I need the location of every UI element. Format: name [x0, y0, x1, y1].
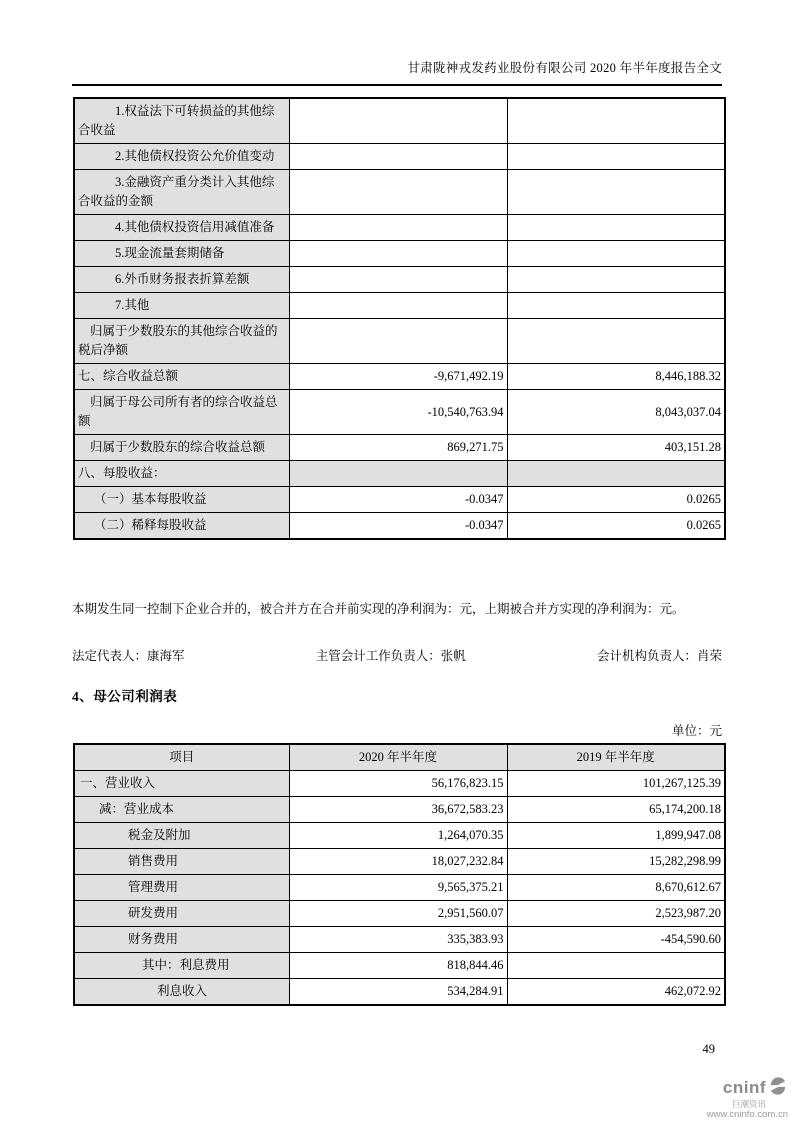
row-label: 研发费用: [74, 901, 289, 927]
value-2019: 8,043,037.04: [507, 390, 725, 435]
value-2020: [289, 170, 507, 215]
value-2019: 0.0265: [507, 487, 725, 513]
value-2019: [507, 319, 725, 364]
value-2019: [507, 267, 725, 293]
value-2019: [507, 170, 725, 215]
value-2019: -454,590.60: [507, 927, 725, 953]
row-label: 税金及附加: [74, 823, 289, 849]
value-2020: 534,284.91: [289, 979, 507, 1006]
value-2020: [289, 144, 507, 170]
cninfo-url: www.cninfo.com.cn: [706, 1109, 788, 1120]
comprehensive-income-table: [73, 97, 726, 540]
table-row: [74, 215, 725, 241]
table-row: [74, 390, 725, 435]
chief-accountant: 主管会计工作负责人：张帆: [315, 649, 466, 663]
value-2019: 15,282,298.99: [507, 849, 725, 875]
value-2019: [507, 241, 725, 267]
value-2019: [507, 461, 725, 487]
value-2020: -10,540,763.94: [289, 390, 507, 435]
value-2020: -0.0347: [289, 513, 507, 540]
value-2020: 9,565,375.21: [289, 875, 507, 901]
value-2019: 8,446,188.32: [507, 364, 725, 390]
value-2020: [289, 215, 507, 241]
value-2020: [289, 241, 507, 267]
value-2019: 1,899,947.08: [507, 823, 725, 849]
value-2019: 2,523,987.20: [507, 901, 725, 927]
value-2020: 2,951,560.07: [289, 901, 507, 927]
row-label: （二）稀释每股收益: [74, 513, 289, 540]
cninfo-logo: [678, 1076, 788, 1120]
row-label: 6.外币财务报表折算差额: [74, 267, 289, 293]
value-2019: [507, 953, 725, 979]
value-2020: 18,027,232.84: [289, 849, 507, 875]
accounting-head: 会计机构负责人：肖荣: [596, 649, 722, 663]
row-label: 1.权益法下可转损益的其他综合收益: [74, 98, 289, 144]
row-label: 销售费用: [74, 849, 289, 875]
row-label: 归属于少数股东的综合收益总额: [74, 435, 289, 461]
row-label: 2.其他债权投资公允价值变动: [74, 144, 289, 170]
section-title: 4、母公司利润表: [72, 689, 178, 704]
value-2020: -0.0347: [289, 487, 507, 513]
table-header-row: [74, 744, 725, 771]
table-row: [74, 461, 725, 487]
row-label: 一、营业收入: [74, 771, 289, 797]
table-row: [74, 513, 725, 540]
value-2020: [289, 319, 507, 364]
value-2020: [289, 267, 507, 293]
table-row: [74, 435, 725, 461]
value-2020: -9,671,492.19: [289, 364, 507, 390]
value-2020: 335,383.93: [289, 927, 507, 953]
value-2020: 1,264,070.35: [289, 823, 507, 849]
row-label: 利息收入: [74, 979, 289, 1006]
legal-representative: 法定代表人：康海军: [72, 649, 185, 663]
row-label: 归属于母公司所有者的综合收益总额: [74, 390, 289, 435]
column-header-2019: 2019 年半年度: [507, 744, 725, 771]
row-label: （一）基本每股收益: [74, 487, 289, 513]
value-2020: 56,176,823.15: [289, 771, 507, 797]
cninfo-chinese-name: 巨潮资讯: [731, 1098, 766, 1109]
page-number: 49: [702, 1042, 715, 1056]
merger-note: 本期发生同一控制下企业合并的，被合并方在合并前实现的净利润为：元，上期被合并方实现的净利润为：元。: [72, 602, 685, 616]
value-2019: 101,267,125.39: [507, 771, 725, 797]
value-2019: 0.0265: [507, 513, 725, 540]
value-2019: [507, 98, 725, 144]
row-label: 其中：利息费用: [74, 953, 289, 979]
row-label: 3.金融资产重分类计入其他综合收益的金额: [74, 170, 289, 215]
value-2020: [289, 293, 507, 319]
table-row: [74, 927, 725, 953]
row-label: 5.现金流量套期储备: [74, 241, 289, 267]
table-row: [74, 241, 725, 267]
document-header-title: 甘肃陇神戎发药业股份有限公司 2020 年半年度报告全文: [72, 58, 722, 86]
value-2019: 8,670,612.67: [507, 875, 725, 901]
table-row: [74, 293, 725, 319]
row-label: 归属于少数股东的其他综合收益的税后净额: [74, 319, 289, 364]
row-label: 7.其他: [74, 293, 289, 319]
row-label: 管理费用: [74, 875, 289, 901]
table-row: [74, 953, 725, 979]
row-label: 财务费用: [74, 927, 289, 953]
table-row: [74, 979, 725, 1006]
row-label: 4.其他债权投资信用减值准备: [74, 215, 289, 241]
value-2020: [289, 461, 507, 487]
row-label: 减：营业成本: [74, 797, 289, 823]
cninfo-brand-text: cninf: [722, 1077, 766, 1097]
value-2019: [507, 215, 725, 241]
value-2020: [289, 98, 507, 144]
table-row: [74, 487, 725, 513]
table-row: [74, 797, 725, 823]
value-2019: 65,174,200.18: [507, 797, 725, 823]
table-row: [74, 849, 725, 875]
table-row: [74, 823, 725, 849]
value-2020: 818,844.46: [289, 953, 507, 979]
parent-income-table: [73, 743, 726, 1006]
table-row: [74, 98, 725, 144]
table-row: [74, 875, 725, 901]
row-label: 七、综合收益总额: [74, 364, 289, 390]
signature-line: [72, 646, 722, 664]
cninfo-swirl-icon: [768, 1076, 788, 1099]
column-header-item: 项目: [74, 744, 289, 771]
unit-label: 单位：元: [671, 724, 722, 738]
table-row: [74, 319, 725, 364]
table-row: [74, 901, 725, 927]
table-row: [74, 267, 725, 293]
column-header-2020: 2020 年半年度: [289, 744, 507, 771]
value-2019: [507, 293, 725, 319]
value-2019: [507, 144, 725, 170]
value-2020: 869,271.75: [289, 435, 507, 461]
value-2019: 462,072.92: [507, 979, 725, 1006]
table-row: [74, 364, 725, 390]
table-row: [74, 170, 725, 215]
value-2019: 403,151.28: [507, 435, 725, 461]
table-row: [74, 144, 725, 170]
table-row: [74, 771, 725, 797]
value-2020: 36,672,583.23: [289, 797, 507, 823]
row-label: 八、每股收益：: [74, 461, 289, 487]
